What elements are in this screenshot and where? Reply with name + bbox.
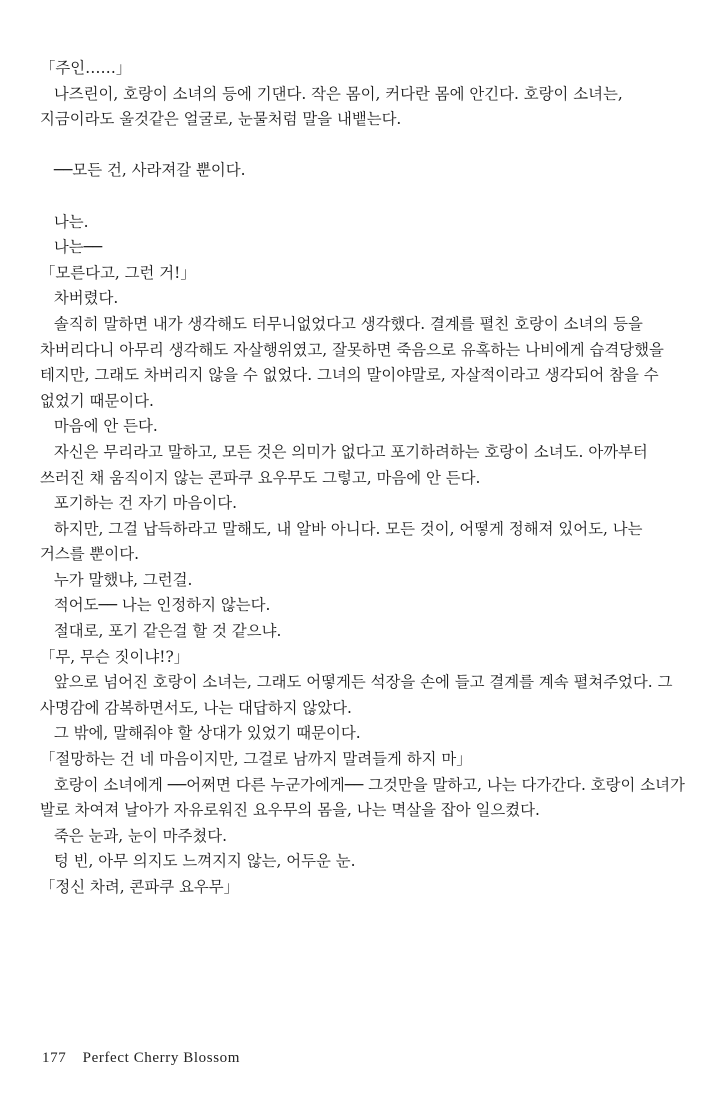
paragraph: 마음에 안 든다.	[53, 417, 158, 436]
page-number: 177	[42, 1050, 67, 1066]
paragraph: 누가 말했냐, 그런걸.	[53, 570, 193, 589]
paragraph: 적어도── 나는 인정하지 않는다.	[53, 596, 271, 615]
dialogue-line: 「모른다고, 그런 거!」	[40, 263, 196, 282]
paragraph: 절대로, 포기 같은걸 할 것 같으냐.	[53, 622, 282, 641]
paragraph: 그 밖에, 말해줘야 할 상대가 있었기 때문이다.	[53, 724, 361, 743]
dialogue-line: 「무, 무슨 짓이냐!?」	[40, 647, 190, 666]
dialogue-line: 「절망하는 건 네 마음이지만, 그걸로 남까지 말려들게 하지 마」	[40, 750, 472, 769]
blank-line	[40, 133, 688, 159]
paragraph: 앞으로 넘어진 호랑이 소녀는, 그래도 어떻게든 석장을 손에 들고 결계를 계속 펼쳐주었다. 그 사명감에 감복하면서도, 나는 대답하지 않았다.	[40, 673, 673, 717]
body-text	[40, 56, 688, 901]
blank-line	[40, 184, 688, 210]
book-title: Perfect Cherry Blossom	[82, 1050, 241, 1066]
paragraph: 포기하는 건 자기 마음이다.	[53, 494, 237, 513]
paragraph: 죽은 눈과, 눈이 마주쳤다.	[53, 826, 227, 845]
paragraph: 솔직히 말하면 내가 생각해도 터무니없었다고 생각했다. 결계를 펼친 호랑이 소녀의 등을 차버리다니 아무리 생각해도 자살행위였고, 잘못하면 죽음으로 유혹하는 나비에게 습격당했을 테지만, 그래도 차버리지 않을 수 없었다. 그녀의 말이야말로, 자살적이라고 생각되어 참을 수 없었기 때문이다.	[40, 314, 664, 410]
paragraph: ──모든 건, 사라져갈 뿐이다.	[53, 161, 246, 180]
paragraph: 나는──	[53, 238, 103, 257]
paragraph: 나는.	[53, 212, 89, 231]
paragraph: 자신은 무리라고 말하고, 모든 것은 의미가 없다고 포기하려하는 호랑이 소녀도. 아까부터 쓰러진 채 움직이지 않는 콘파쿠 요우무도 그렇고, 마음에 안 든다.	[40, 442, 648, 487]
dialogue-line: 「정신 차려, 콘파쿠 요우무」	[40, 878, 240, 896]
paragraph: 차버렸다.	[53, 289, 119, 308]
paragraph: 텅 빈, 아무 의지도 느껴지지 않는, 어두운 눈.	[53, 852, 356, 871]
paragraph: 호랑이 소녀에게 ──어쩌면 다른 누군가에게── 그것만을 말하고, 나는 다가간다. 호랑이 소녀가 발로 차여져 날아가 자유로워진 요우무의 몸을, 나는 멱살을 잡아 일으켰다.	[40, 775, 685, 820]
paragraph: 나즈린이, 호랑이 소녀의 등에 기댄다. 작은 몸이, 커다란 몸에 안긴다. 호랑이 소녀는, 지금이라도 울것같은 얼굴로, 눈물처럼 말을 내뱉는다.	[40, 84, 623, 129]
dialogue-line: 「주인……」	[40, 59, 132, 77]
page-footer	[42, 1050, 240, 1067]
paragraph: 하지만, 그걸 납득하라고 말해도, 내 알바 아니다. 모든 것이, 어떻게 정해져 있어도, 나는 거스를 뿐이다.	[40, 519, 643, 564]
